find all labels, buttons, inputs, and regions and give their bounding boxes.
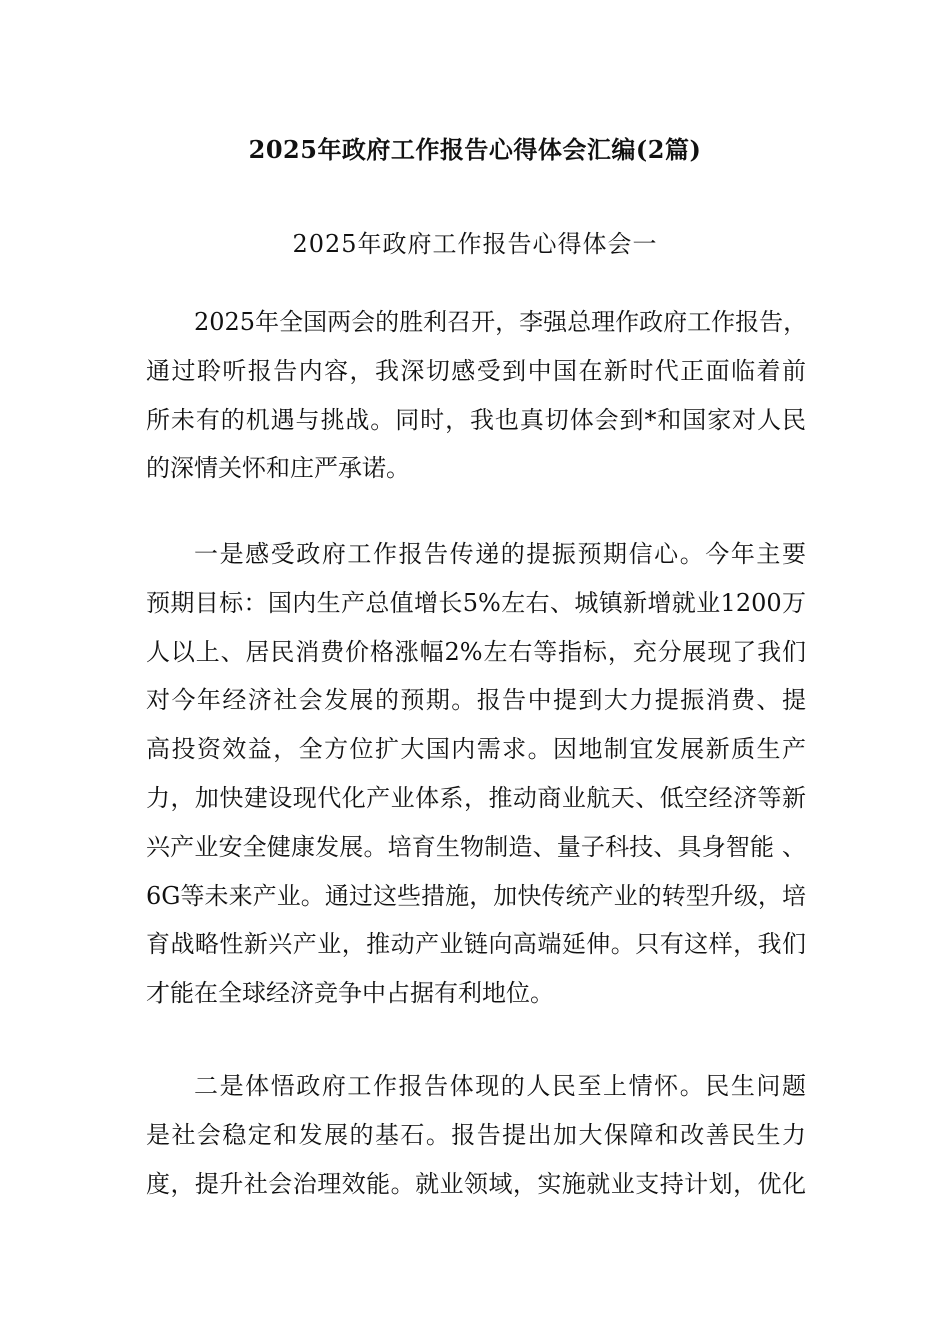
paragraph-line: 二是体悟政府工作报告体现的人民至上情怀。民生问题 — [194, 1072, 806, 1100]
paragraph-3 — [146, 1062, 806, 1208]
paragraph-line: 的深情关怀和庄严承诺。 — [146, 454, 410, 483]
paragraph-line: 才能在全球经济竞争中占据有利地位。 — [146, 979, 554, 1008]
section-title: 2025年政府工作报告心得体会一 — [292, 230, 658, 258]
paragraph-line: 通过聆听报告内容，我深切感受到中国在新时代正面临着前 — [146, 356, 806, 385]
paragraph-line: 兴产业安全健康发展。培育生物制造、量子科技、具身智能 、 — [146, 832, 806, 861]
paragraph-line: 一是感受政府工作报告传递的提振预期信心。今年主要 — [194, 540, 806, 568]
paragraph-line: 对今年经济社会发展的预期。报告中提到大力提振消费、提 — [146, 686, 806, 715]
paragraph-line: 2025年全国两会的胜利召开，李强总理作政府工作报告， — [194, 308, 808, 336]
paragraph-line: 高投资效益，全方位扩大国内需求。因地制宜发展新质生产 — [146, 735, 806, 764]
paragraph-2 — [146, 530, 806, 1018]
paragraph-line: 6G等未来产业。通过这些措施，加快传统产业的转型升级，培 — [146, 881, 806, 910]
paragraph-1 — [146, 298, 806, 493]
paragraph-line: 所未有的机遇与挑战。同时，我也真切体会到*和国家对人民 — [146, 405, 806, 434]
document-title: 2025年政府工作报告心得体会汇编(2篇) — [248, 135, 702, 164]
paragraph-line: 是社会稳定和发展的基石。报告提出加大保障和改善民生力 — [146, 1120, 806, 1149]
paragraph-line: 预期目标：国内生产总值增长5%左右、城镇新增就业1200万 — [146, 588, 806, 617]
paragraph-line: 育战略性新兴产业，推动产业链向高端延伸。只有这样，我们 — [146, 930, 806, 959]
paragraph-line: 度，提升社会治理效能。就业领域，实施就业支持计划，优化 — [146, 1169, 806, 1198]
paragraph-line: 力，加快建设现代化产业体系，推动商业航天、低空经济等新 — [146, 783, 806, 812]
paragraph-line: 人以上、居民消费价格涨幅2%左右等指标，充分展现了我们 — [146, 637, 806, 666]
